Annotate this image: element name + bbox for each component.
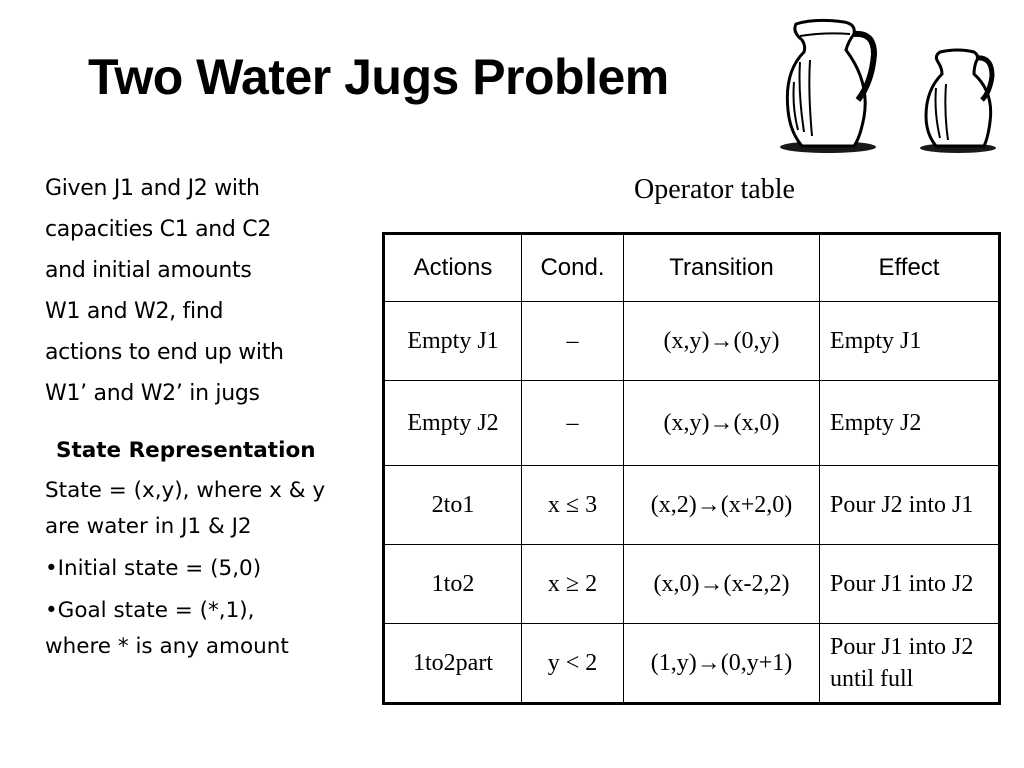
state-representation-body bbox=[45, 473, 375, 665]
table-row bbox=[384, 381, 1000, 466]
table-row bbox=[384, 624, 1000, 704]
large-jug-icon bbox=[780, 20, 876, 153]
header-effect: Effect bbox=[820, 234, 1000, 302]
water-jugs-illustration bbox=[770, 12, 1010, 157]
cond-cell: y < 2 bbox=[522, 624, 624, 704]
header-cond: Cond. bbox=[522, 234, 624, 302]
cond-cell: – bbox=[522, 381, 624, 466]
operator-table-caption: Operator table bbox=[634, 174, 795, 205]
effect-cell: Empty J1 bbox=[820, 302, 1000, 381]
transition-cell: (1,y)→(0,y+1) bbox=[624, 624, 820, 704]
cond-cell: – bbox=[522, 302, 624, 381]
action-cell: 1to2 bbox=[384, 545, 522, 624]
table-row bbox=[384, 302, 1000, 381]
effect-cell: Empty J2 bbox=[820, 381, 1000, 466]
header-actions: Actions bbox=[384, 234, 522, 302]
state-definition-line: are water in J1 & J2 bbox=[45, 514, 252, 539]
state-representation-heading: State Representation bbox=[56, 438, 316, 463]
effect-cell: Pour J1 into J2 until full bbox=[820, 624, 1000, 704]
effect-cell: Pour J2 into J1 bbox=[820, 466, 1000, 545]
state-definition-line: State = (x,y), where x & y bbox=[45, 478, 326, 503]
given-line: actions to end up with bbox=[45, 340, 284, 365]
cond-cell: x ≤ 3 bbox=[522, 466, 624, 545]
initial-state-bullet: •Initial state = (5,0) bbox=[45, 556, 262, 581]
given-line: W1’ and W2’ in jugs bbox=[45, 381, 260, 406]
transition-cell: (x,y)→(0,y) bbox=[624, 302, 820, 381]
table-row bbox=[384, 466, 1000, 545]
problem-description bbox=[45, 168, 375, 665]
transition-cell: (x,y)→(x,0) bbox=[624, 381, 820, 466]
transition-cell: (x,0)→(x-2,2) bbox=[624, 545, 820, 624]
slide-title: Two Water Jugs Problem bbox=[88, 49, 669, 105]
goal-state-continuation: where * is any amount bbox=[45, 634, 289, 659]
operator-table bbox=[382, 232, 1001, 705]
cond-cell: x ≥ 2 bbox=[522, 545, 624, 624]
table-header-row bbox=[384, 234, 1000, 302]
given-line: W1 and W2, find bbox=[45, 299, 224, 324]
table-row bbox=[384, 545, 1000, 624]
action-cell: 1to2part bbox=[384, 624, 522, 704]
action-cell: Empty J2 bbox=[384, 381, 522, 466]
given-paragraph bbox=[45, 168, 375, 414]
given-line: capacities C1 and C2 bbox=[45, 217, 272, 242]
effect-cell: Pour J1 into J2 bbox=[820, 545, 1000, 624]
given-line: Given J1 and J2 with bbox=[45, 176, 260, 201]
goal-state-bullet: •Goal state = (*,1), bbox=[45, 598, 255, 623]
header-transition: Transition bbox=[624, 234, 820, 302]
action-cell: 2to1 bbox=[384, 466, 522, 545]
given-line: and initial amounts bbox=[45, 258, 252, 283]
transition-cell: (x,2)→(x+2,0) bbox=[624, 466, 820, 545]
small-jug-icon bbox=[920, 50, 996, 153]
action-cell: Empty J1 bbox=[384, 302, 522, 381]
